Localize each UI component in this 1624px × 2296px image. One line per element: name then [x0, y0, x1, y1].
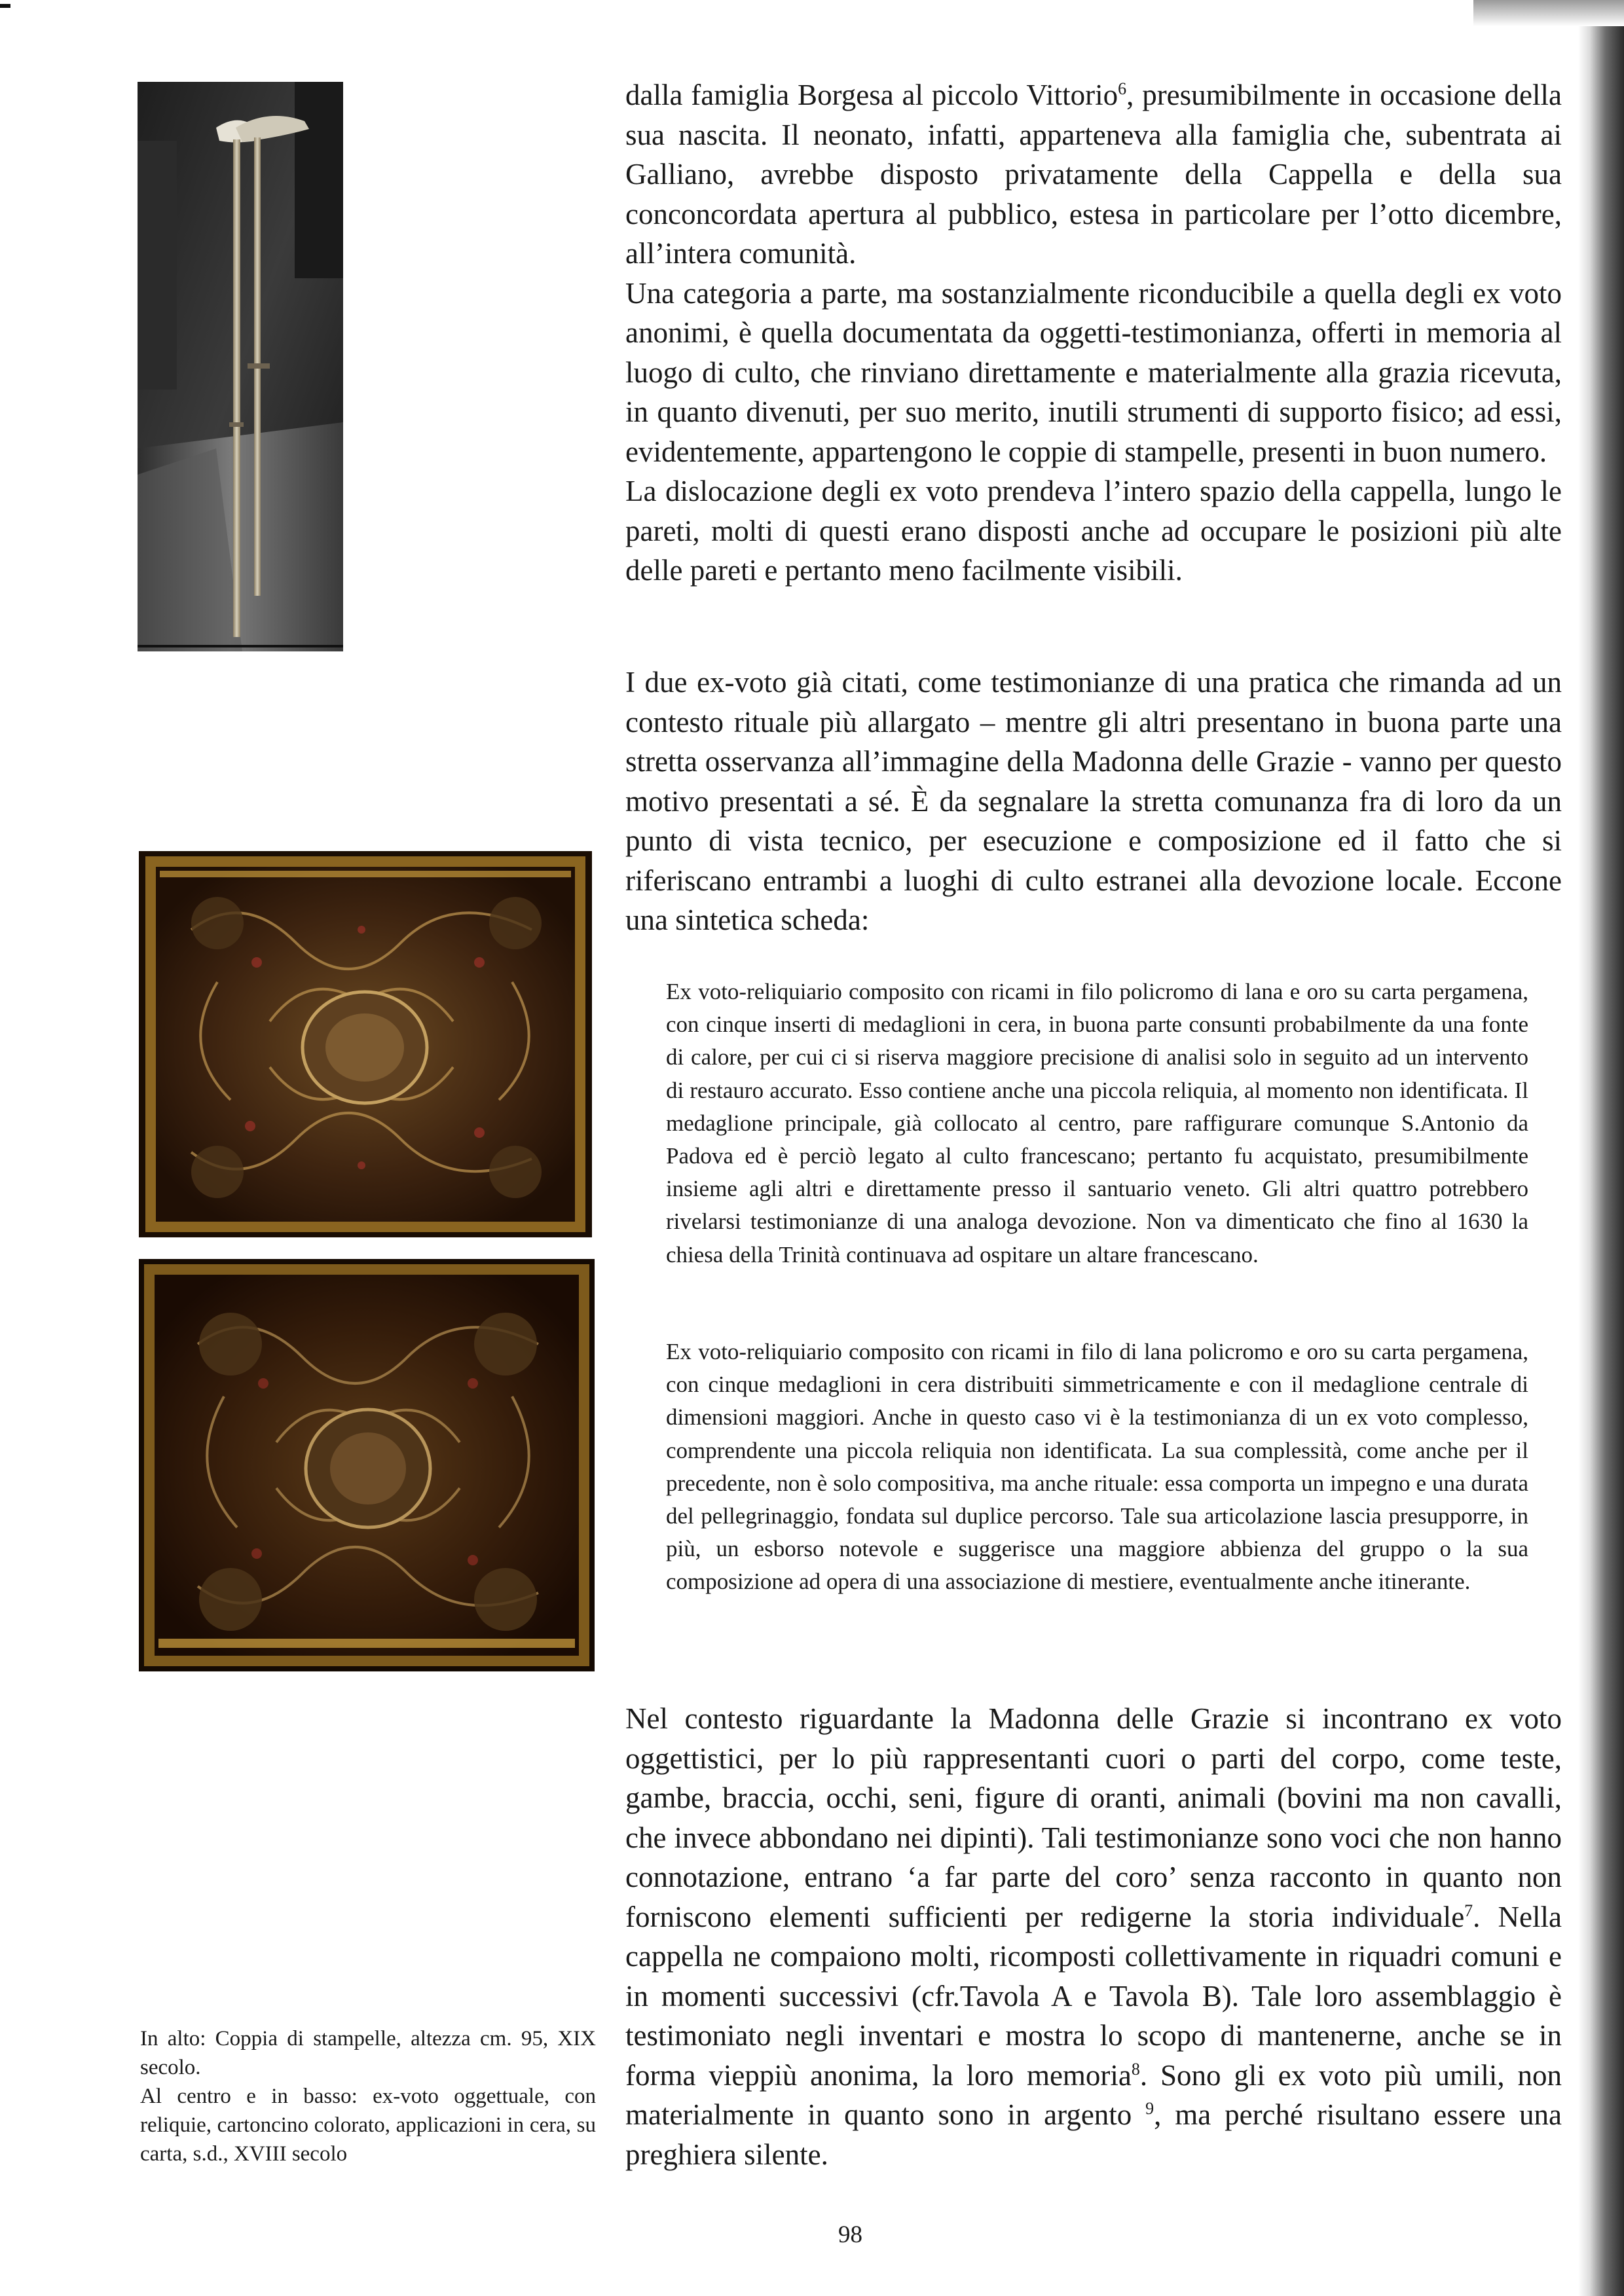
photo-exvoto-reliquary-1 — [139, 851, 592, 1237]
photo-crutches — [138, 82, 343, 651]
scan-page-edge — [1578, 0, 1624, 2296]
exvoto-1-illustration — [139, 851, 592, 1237]
crutches-illustration — [138, 82, 343, 651]
figure-caption — [140, 2024, 596, 2168]
footnote-ref-7[interactable]: 7 — [1464, 1901, 1473, 1920]
page-number: 98 — [838, 2221, 862, 2248]
exvoto-2-illustration — [139, 1259, 595, 1671]
caption-line-top: In alto: Coppia di stampelle, altezza cm. 95, XIX secolo. — [140, 2027, 596, 2079]
catalogue-entry-1: Ex voto-reliquiario composito con ricami in filo policromo di lana e oro su carta pergamena, con cinque inserti di medaglioni in cera, in buona parte consunti probabilmente da una fonte di calore, per cui ci si riserva maggiore precisione di analisi solo in seguito ad un intervento di restauro accurato. Esso contiene anche una piccola reliquia, al momento non identificata. Il medaglione principale, già collocato al centro, pare raffigurare comunque S.Antonio da Padova ed è perciò legato al culto francescano; pertanto fu acquistato, presumibilmente insieme agli altri e direttamente presso il santuario veneto. Gli altri quattro potrebbero rivelarsi testimonianze di una analoga devozione. Non va dimenticato che fino al 1630 la chiesa della Trinità continuava ad ospitare un altare francescano. — [666, 979, 1528, 1267]
text-run: , presumibilmente in occasione della sua nascita. Il neonato, infatti, apparteneva alla famiglia che, subentrata ai Galliano, avrebbe disposto privatamente della Cappella e della sua conconcordata apertura al pubblico, estesa in particolare per l’otto dicembre, all’intera comunità. — [625, 79, 1562, 270]
paragraph-madonna-grazie — [625, 1699, 1562, 2174]
scan-page-edge-top — [1473, 0, 1624, 26]
scan-corner-mark — [0, 4, 10, 8]
body-text-block-3 — [625, 1699, 1562, 2174]
catalogue-entry-2: Ex voto-reliquiario composito con ricami in filo di lana policromo e oro su carta pergamena, con cinque medaglioni in cera distribuiti simmetricamente e con il medaglione centrale di dimensioni maggiori. Anche in questo caso vi è la testimonianza di un ex voto complesso, comprendente una piccola reliquia non identificata. La sua complessità, come anche per il precedente, non è solo compositiva, ma anche rituale: essa comporta un impegno e una durata del pellegrinaggio, fondata sul duplice percorso. Tale sua articolazione lascia presupporre, in più, un esborso notevole e suggerisce una maggiore abbienza del gruppo o la sua composizione ad opera di una associazione di mestiere, eventualmente anche itinerante. — [666, 1339, 1528, 1595]
caption-line-middle-bottom: Al centro e in basso: ex-voto oggettuale, con reliquie, cartoncino colorato, applicazioni in cera, su carta, s.d., XVIII secolo — [140, 2085, 596, 2166]
body-text-block-1 — [625, 75, 1562, 591]
paragraph-due-ex-voto: I due ex-voto già citati, come testimonianze di una pratica che rimanda ad un contesto rituale più allargato – mentre gli altri presentano in buona parte una stretta osservanza all’immagine della Madonna delle Grazie - vanno per questo motivo presentati a sé. È da segnalare la stretta comunanza fra di loro da un punto di vista tecnico, per esecuzione e composizione ed il fatto che si riferiscano entrambi a luoghi di culto estranei alla devozione locale. Eccone una sintetica scheda: — [625, 666, 1562, 936]
paragraph-categoria: Una categoria a parte, ma sostanzialmente riconducibile a quella degli ex voto anonimi, è quella documentata da oggetti-testimonianza, offerti in memoria al luogo di culto, che rinviano direttamente e materialmente alla grazia ricevuta, in quanto divenuti, per suo merito, inutili strumenti di supporto fisico; ad essi, evidentemente, appartengono le coppie di stampelle, presenti in buon numero. — [625, 276, 1562, 468]
photo-exvoto-reliquary-2 — [139, 1259, 595, 1671]
paragraph-dislocazione: La dislocazione degli ex voto prendeva l’intero spazio della cappella, lungo le pareti, molti di questi erano disposti anche ad occupare le posizioni più alte delle pareti e pertanto meno facilmente visibili. — [625, 475, 1562, 587]
text-run: , ma perché risultano essere una preghiera silente. — [625, 2098, 1562, 2171]
body-text-block-2 — [625, 663, 1562, 940]
footnote-ref-9[interactable]: 9 — [1145, 2099, 1154, 2118]
footnote-ref-8[interactable]: 8 — [1131, 2059, 1140, 2079]
text-run: . Sono gli ex voto più umili, non materialmente in quanto sono in argento — [625, 2058, 1562, 2131]
text-run: . Nella cappella ne compaiono molti, ricomposti collettivamente in riquadri comuni e in momenti successivi (cfr.Tavola A e Tavola B). Tale loro assemblaggio è testimoniato negli inventari e mostra lo scopo di mantenerne, anche se in forma vieppiù anonima, la loro memoria — [625, 1900, 1562, 2092]
paragraph-borgesa — [625, 75, 1562, 274]
text-run: dalla famiglia Borgesa al piccolo Vittorio — [625, 79, 1118, 111]
text-run: Nel contesto riguardante la Madonna delle Grazie si incontrano ex voto oggettistici, per lo più rappresentanti cuori o parti del corpo, come teste, gambe, braccia, occhi, seni, figure di oranti, animali (bovini ma non cavalli, che invece abbondano nei dipinti). Tali testimonianze sono voci che non hanno connotazione, entrano ‘a far parte del coro’ senza racconto in quanto non forniscono elementi sufficienti per redigerne la storia individuale — [625, 1702, 1562, 1933]
footnote-ref-6[interactable]: 6 — [1118, 79, 1127, 98]
